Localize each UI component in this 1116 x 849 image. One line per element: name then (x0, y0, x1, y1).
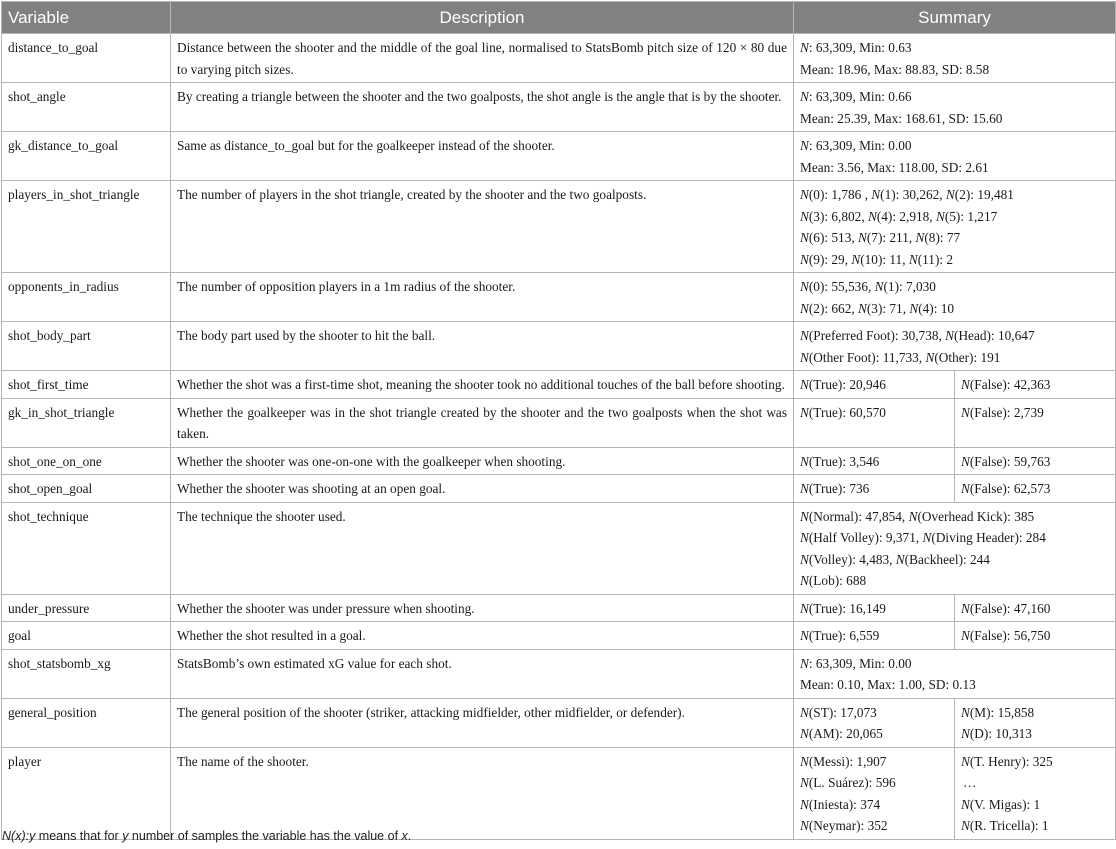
summary-line: Mean: 18.96, Max: 88.83, SD: 8.58 (800, 61, 990, 77)
description-cell: The number of players in the shot triangle, created by the shooter and the two goalposts. (171, 181, 794, 273)
summary-line: N(M): 15,858 (961, 704, 1035, 720)
summary-line: N: 63,309, Min: 0.00 (800, 655, 912, 671)
summary-cell-right (955, 447, 1116, 475)
description-cell: Whether the goalkeeper was in the shot triangle created by the shooter and the two goalposts when the shot was taken. (171, 398, 794, 447)
summary-line: N(T. Henry): 325 (961, 753, 1053, 769)
description-cell: StatsBomb’s own estimated xG value for each shot. (171, 649, 794, 698)
variable-cell: gk_distance_to_goal (2, 132, 171, 181)
summary-cell-left (794, 698, 955, 747)
footnote-text-2: number of samples the variable has the value of (128, 829, 402, 843)
summary-line: N(Neymar): 352 (800, 818, 888, 833)
summary-cell-right (955, 475, 1116, 503)
summary-line: N(True): 736 (800, 481, 870, 496)
summary-cell (794, 322, 1116, 371)
summary-line: N(AM): 20,065 (800, 726, 883, 741)
description-cell: Whether the shot resulted in a goal. (171, 622, 794, 650)
summary-cell-right (955, 622, 1116, 650)
summary-cell-left (794, 371, 955, 399)
summary-line: N(0): 1,786 , N(1): 30,262, N(2): 19,481 (800, 187, 1014, 202)
summary-line: N: 63,309, Min: 0.63 (800, 40, 912, 55)
summary-line: N(Other Foot): 11,733, N(Other): 191 (800, 349, 1001, 365)
summary-line: N(V. Migas): 1 (961, 796, 1041, 812)
variable-cell: general_position (2, 698, 171, 747)
summary-cell-right (955, 698, 1116, 747)
table-row (2, 447, 1116, 475)
variable-cell: goal (2, 622, 171, 650)
table-row (2, 698, 1116, 747)
variable-cell: shot_one_on_one (2, 447, 171, 475)
summary-cell (794, 649, 1116, 698)
description-cell: Distance between the shooter and the middle of the goal line, normalised to StatsBomb pitch size of 120 × 80 due to varying pitch sizes. (171, 34, 794, 83)
summary-line: … (963, 775, 977, 790)
summary-line: N(False): 59,763 (961, 453, 1051, 469)
variable-cell: shot_first_time (2, 371, 171, 399)
variable-cell: players_in_shot_triangle (2, 181, 171, 273)
footnote-y: y (122, 829, 129, 843)
summary-line: N(Lob): 688 (800, 573, 867, 588)
table-row (2, 475, 1116, 503)
table-row (2, 83, 1116, 132)
table-footnote (2, 829, 411, 843)
table-row (2, 747, 1116, 839)
table-row (2, 398, 1116, 447)
description-cell: The name of the shooter. (171, 747, 794, 839)
description-cell: The general position of the shooter (striker, attacking midfielder, other midfielder, or defender). (171, 698, 794, 747)
variable-cell: shot_angle (2, 83, 171, 132)
summary-cell (794, 83, 1116, 132)
footnote-x: x (401, 829, 408, 843)
table-row (2, 132, 1116, 181)
footnote-notation: N(x):y (2, 829, 36, 843)
summary-cell (794, 502, 1116, 594)
header-description: Description (171, 2, 794, 34)
description-cell: Whether the shooter was one-on-one with the goalkeeper when shooting. (171, 447, 794, 475)
summary-cell-left (794, 447, 955, 475)
summary-line: N(ST): 17,073 (800, 704, 877, 720)
variable-cell: shot_body_part (2, 322, 171, 371)
description-cell: Whether the shooter was shooting at an open goal. (171, 475, 794, 503)
table-row (2, 594, 1116, 622)
summary-line: N(True): 6,559 (800, 628, 880, 643)
summary-line: N(False): 56,750 (961, 628, 1051, 643)
summary-line: N(False): 47,160 (961, 600, 1051, 616)
variables-table (1, 1, 1116, 840)
header-row (2, 2, 1116, 34)
table-row (2, 649, 1116, 698)
header-summary: Summary (794, 2, 1116, 34)
table-row (2, 622, 1116, 650)
summary-cell-right (955, 594, 1116, 622)
summary-line: N(Iniesta): 374 (800, 796, 881, 812)
description-cell: Whether the shooter was under pressure when shooting. (171, 594, 794, 622)
table-row (2, 34, 1116, 83)
summary-line: N(True): 3,546 (800, 453, 880, 469)
summary-line: N(0): 55,536, N(1): 7,030 (800, 279, 936, 294)
variable-cell: under_pressure (2, 594, 171, 622)
table-row (2, 273, 1116, 322)
summary-line: Mean: 0.10, Max: 1.00, SD: 0.13 (800, 677, 976, 692)
summary-line: N(Normal): 47,854, N(Overhead Kick): 385 (800, 508, 1035, 524)
description-cell: The body part used by the shooter to hit the ball. (171, 322, 794, 371)
summary-cell (794, 132, 1116, 181)
summary-line: N(True): 60,570 (800, 404, 886, 420)
summary-cell (794, 273, 1116, 322)
variable-cell: player (2, 747, 171, 839)
footnote-text-1: means that for (35, 829, 123, 843)
description-cell: The technique the shooter used. (171, 502, 794, 594)
summary-line: N(Half Volley): 9,371, N(Diving Header): 284 (800, 530, 1046, 545)
variable-cell: shot_technique (2, 502, 171, 594)
header-variable: Variable (2, 2, 171, 34)
summary-line: N(False): 42,363 (961, 377, 1051, 392)
table-row (2, 181, 1116, 273)
summary-line: N: 63,309, Min: 0.00 (800, 138, 912, 153)
description-cell: By creating a triangle between the shooter and the two goalposts, the shot angle is the angle that is by the shooter. (171, 83, 794, 132)
summary-cell-left (794, 747, 955, 839)
summary-cell-left (794, 475, 955, 503)
summary-cell-left (794, 594, 955, 622)
variable-cell: gk_in_shot_triangle (2, 398, 171, 447)
summary-line: Mean: 3.56, Max: 118.00, SD: 2.61 (800, 159, 989, 175)
summary-line: N(L. Suárez): 596 (800, 775, 896, 790)
summary-line: N(True): 20,946 (800, 377, 886, 392)
description-cell: The number of opposition players in a 1m radius of the shooter. (171, 273, 794, 322)
description-cell: Same as distance_to_goal but for the goalkeeper instead of the shooter. (171, 132, 794, 181)
summary-line: N(True): 16,149 (800, 600, 886, 616)
summary-cell-right (955, 747, 1116, 839)
table-row (2, 322, 1116, 371)
summary-line: N(3): 6,802, N(4): 2,918, N(5): 1,217 (800, 208, 998, 224)
variable-cell: distance_to_goal (2, 34, 171, 83)
summary-line: N(Volley): 4,483, N(Backheel): 244 (800, 551, 990, 567)
summary-cell-left (794, 622, 955, 650)
summary-cell (794, 34, 1116, 83)
summary-cell-right (955, 371, 1116, 399)
summary-line: N(6): 513, N(7): 211, N(8): 77 (800, 230, 961, 245)
summary-line: N(Preferred Foot): 30,738, N(Head): 10,647 (800, 328, 1035, 343)
summary-line: N(R. Tricella): 1 (961, 818, 1049, 833)
summary-line: N(2): 662, N(3): 71, N(4): 10 (800, 300, 955, 316)
summary-cell-left (794, 398, 955, 447)
summary-line: Mean: 25.39, Max: 168.61, SD: 15.60 (800, 110, 1003, 126)
description-cell: Whether the shot was a first-time shot, meaning the shooter took no additional touches of the ball before shooting. (171, 371, 794, 399)
table-row (2, 371, 1116, 399)
variable-cell: shot_statsbomb_xg (2, 649, 171, 698)
variable-cell: opponents_in_radius (2, 273, 171, 322)
summary-line: N: 63,309, Min: 0.66 (800, 89, 912, 104)
table-body (2, 34, 1116, 840)
summary-line: N(Messi): 1,907 (800, 753, 887, 769)
summary-cell (794, 181, 1116, 273)
summary-line: N(9): 29, N(10): 11, N(11): 2 (800, 251, 954, 267)
summary-cell-right (955, 398, 1116, 447)
table-row (2, 502, 1116, 594)
summary-line: N(D): 10,313 (961, 726, 1032, 741)
summary-line: N(False): 62,573 (961, 481, 1051, 496)
summary-line: N(False): 2,739 (961, 404, 1044, 420)
footnote-text-3: . (407, 829, 412, 843)
variable-cell: shot_open_goal (2, 475, 171, 503)
